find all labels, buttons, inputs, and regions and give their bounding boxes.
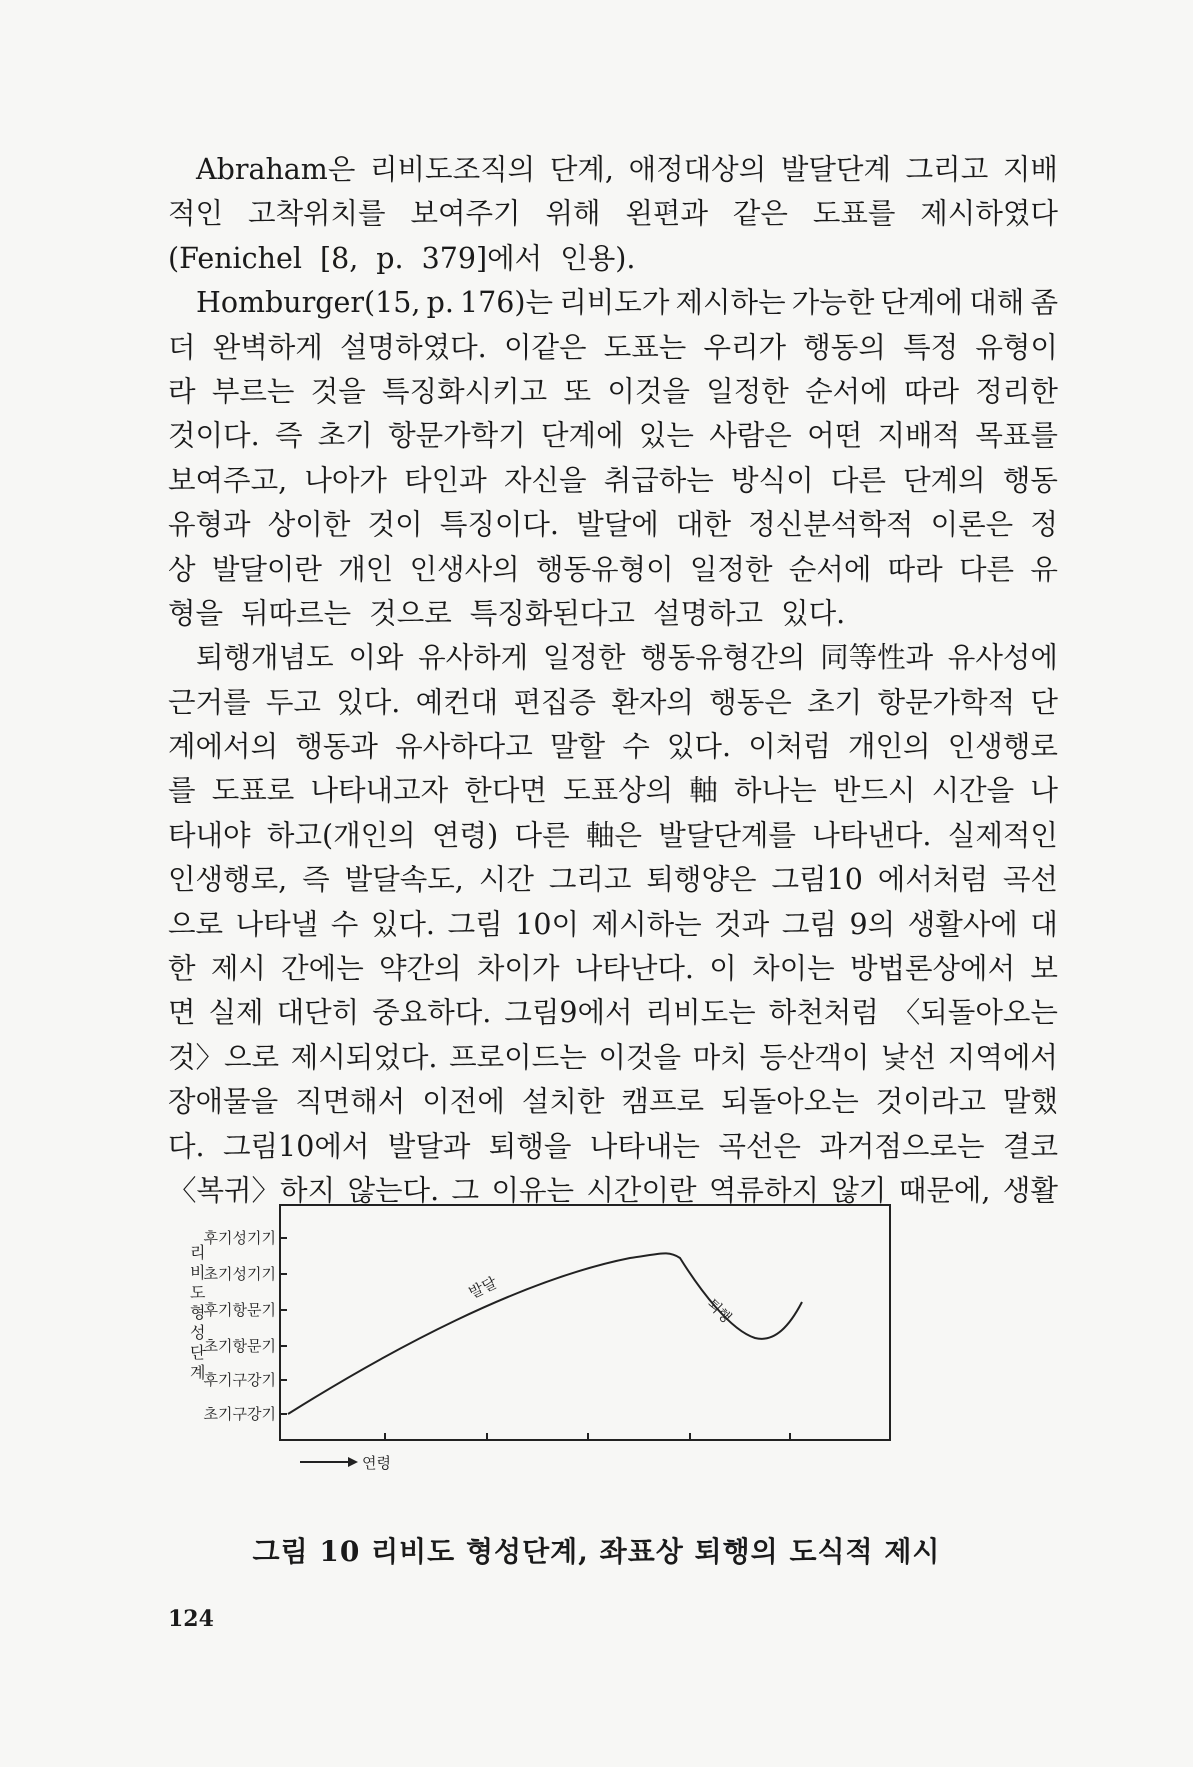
text-line: 보여주고, 나아가 타인과 자신을 취급하는 방식이 다른 단계의 행동 (168, 463, 1058, 497)
text-line: 다. 그림10에서 발달과 퇴행을 나타내는 곡선은 과거점으로는 결코 (168, 1129, 1058, 1163)
y-ticks (280, 1238, 287, 1414)
text-line: 인생행로, 즉 발달속도, 시간 그리고 퇴행양은 그림10 에서처럼 곡선 (168, 863, 1058, 897)
text-line: 것〉으로 제시되었다. 프로이드는 이것을 마치 등산객이 낯선 지역에서 (168, 1040, 1058, 1074)
page-number: 124 (168, 1606, 214, 1632)
development-curve (288, 1253, 802, 1414)
text-line: 유형과 상이한 것이 특징이다. 발달에 대한 정신분석학적 이론은 정 (168, 508, 1058, 542)
text-line: 〈복귀〉하지 않는다. 그 이유는 시간이란 역류하지 않기 때문에, 생활 (168, 1173, 1058, 1207)
diagram-frame (280, 1205, 890, 1440)
text-line: 계에서의 행동과 유사하다고 말할 수 있다. 이처럼 개인의 인생행로 (168, 730, 1058, 764)
regression-label: 퇴행 (703, 1295, 735, 1327)
text-line: (Fenichel [8, p. 379]에서 인용). (168, 241, 636, 275)
x-axis-label: 연령 (362, 1454, 391, 1472)
stage-label: 초기항문기 (203, 1337, 276, 1355)
body-text (168, 148, 1058, 1213)
development-label: 발달 (465, 1273, 500, 1303)
text-line: 를 도표로 나타내고자 한다면 도표상의 軸 하나는 반드시 시간을 나 (168, 774, 1058, 808)
text-line: 타내야 하고(개인의 연령) 다른 軸은 발달단계를 나타낸다. 실제적인 (168, 818, 1058, 852)
age-arrow (300, 1457, 358, 1467)
text-line: 장애물을 직면해서 이전에 설치한 캠프로 되돌아오는 것이라고 말했 (168, 1085, 1058, 1119)
text-line: Homburger(15, p. 176)는 리비도가 제시하는 가능한 단계에 대해 좀 (196, 286, 1058, 320)
text-line: 한 제시 간에는 약간의 차이가 나타난다. 이 차이는 방법론상에서 보 (168, 952, 1058, 986)
text-line: 라 부르는 것을 특징화시키고 또 이것을 일정한 순서에 따라 정리한 (168, 374, 1058, 408)
text-line: 근거를 두고 있다. 예컨대 편집증 환자의 행동은 초기 항문가학적 단 (168, 685, 1058, 719)
text-line: 으로 나타낼 수 있다. 그림 10이 제시하는 것과 그림 9의 생활사에 대 (168, 907, 1058, 941)
text-line: 상 발달이란 개인 인생사의 행동유형이 일정한 순서에 따라 다른 유 (168, 552, 1058, 586)
stage-label: 후기항문기 (203, 1301, 276, 1319)
stage-label: 후기성기기 (203, 1229, 276, 1247)
text-line: 것이다. 즉 초기 항문가학기 단계에 있는 사람은 어떤 지배적 목표를 (168, 419, 1058, 453)
regression-diagram (190, 1200, 1040, 1530)
stage-label: 초기구강기 (203, 1405, 276, 1423)
y-axis-title: 리 비 도 형 성 단 계 (190, 1243, 206, 1382)
stage-label: 초기성기기 (203, 1265, 276, 1283)
text-line: Abraham은 리비도조직의 단계, 애정대상의 발달단계 그리고 지배 (196, 153, 1058, 186)
text-line: 적인 고착위치를 보여주기 위해 왼편과 같은 도표를 제시하였다 (168, 197, 1058, 231)
text-line: 더 완벽하게 설명하였다. 이같은 도표는 우리가 행동의 특정 유형이 (168, 330, 1058, 364)
x-ticks (385, 1433, 790, 1440)
stage-label: 후기구강기 (203, 1371, 276, 1389)
text-line: 형을 뒤따르는 것으로 특징화된다고 설명하고 있다. (168, 596, 846, 630)
text-line: 퇴행개념도 이와 유사하게 일정한 행동유형간의 同等性과 유사성에 (196, 641, 1058, 675)
figure-caption: 그림 10 리비도 형성단계, 좌표상 퇴행의 도식적 제시 (252, 1535, 941, 1568)
text-line: 면 실제 대단히 중요하다. 그림9에서 리비도는 하천처럼 〈되돌아오는 (168, 996, 1058, 1030)
